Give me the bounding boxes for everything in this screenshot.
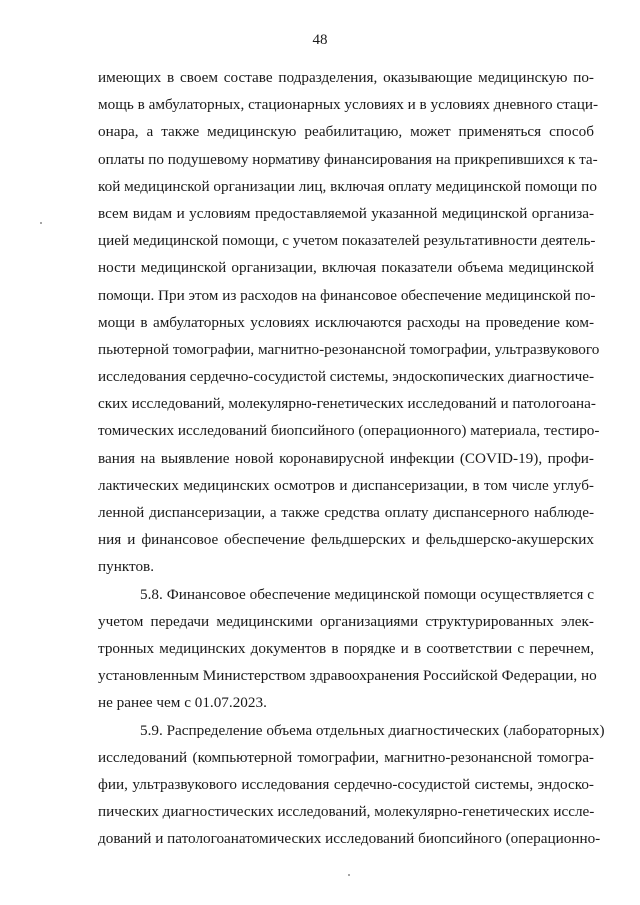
text-line: кой медицинской организации лиц, включая оплату медицинской помощи по bbox=[98, 177, 597, 195]
text-line: мощи в амбулаторных условиях исключаются расходы на проведение ком- bbox=[98, 313, 594, 331]
text-line: исследований (компьютерной томографии, магнитно-резонансной томогра- bbox=[98, 748, 594, 766]
text-line: цией медицинской помощи, с учетом показателей результативности деятель- bbox=[98, 232, 596, 250]
text-line: дований и патологоанатомических исследований биопсийного (операционно- bbox=[98, 830, 601, 848]
paragraph bbox=[98, 64, 600, 581]
text-line: мощь в амбулаторных, стационарных условиях и в условиях дневного стаци- bbox=[98, 96, 599, 114]
text-line: 5.9. Распределение объема отдельных диагностических (лабораторных) bbox=[140, 721, 605, 739]
text-line: помощи. При этом из расходов на финансовое обеспечение медицинской по- bbox=[98, 286, 596, 304]
scan-speck bbox=[348, 874, 350, 876]
text-line: пьютерной томографии, магнитно-резонансной томографии, ультразвукового bbox=[98, 340, 600, 358]
text-line: ленной диспансеризации, а также средства оплату диспансерного наблюде- bbox=[98, 504, 594, 521]
text-line: исследования сердечно-сосудистой системы, эндоскопических диагностиче- bbox=[98, 368, 595, 386]
text-line: фии, ультразвукового исследования сердечно-сосудистой системы, эндоско- bbox=[98, 775, 594, 793]
document-body bbox=[98, 64, 605, 852]
page-number: 48 bbox=[312, 32, 328, 48]
text-line: тронных медицинских документов в порядке и в соответствии с перечнем, bbox=[98, 639, 594, 657]
text-line: пунктов. bbox=[98, 558, 155, 576]
text-line: установленным Министерством здравоохранения Российской Федерации, но bbox=[98, 667, 597, 685]
text-line: ния и финансовое обеспечение фельдшерских и фельдшерско-акушерских bbox=[98, 531, 594, 549]
text-line: учетом передачи медицинскими организациями структурированных элек- bbox=[98, 612, 594, 630]
paragraph bbox=[98, 581, 597, 717]
paragraph bbox=[98, 717, 605, 853]
text-line: ности медицинской организации, включая показатели объема медицинской bbox=[98, 259, 594, 277]
text-line: не ранее чем с 01.07.2023. bbox=[98, 694, 267, 712]
text-line: лактических медицинских осмотров и диспансеризации, в том числе углуб- bbox=[98, 476, 594, 494]
text-line: всем видам и условиям предоставляемой указанной медицинской организа- bbox=[98, 204, 594, 222]
text-line: пических диагностических исследований, молекулярно-генетических иссле- bbox=[98, 803, 595, 821]
text-line: онара, а также медицинскую реабилитацию, может применяться способ bbox=[98, 123, 594, 141]
text-line: томических исследований биопсийного (операционного) материала, тестиро- bbox=[98, 422, 600, 440]
text-line: оплаты по подушевому нормативу финансирования на прикрепившихся к та- bbox=[98, 150, 598, 168]
text-line: имеющих в своем составе подразделения, оказывающие медицинскую по- bbox=[98, 69, 594, 86]
text-line: 5.8. Финансовое обеспечение медицинской помощи осуществляется с bbox=[140, 585, 594, 603]
scan-speck bbox=[40, 222, 42, 224]
text-line: ских исследований, молекулярно-генетических исследований и патологоана- bbox=[98, 395, 596, 413]
text-line: вания на выявление новой коронавирусной инфекции (COVID-19), профи- bbox=[98, 449, 594, 467]
